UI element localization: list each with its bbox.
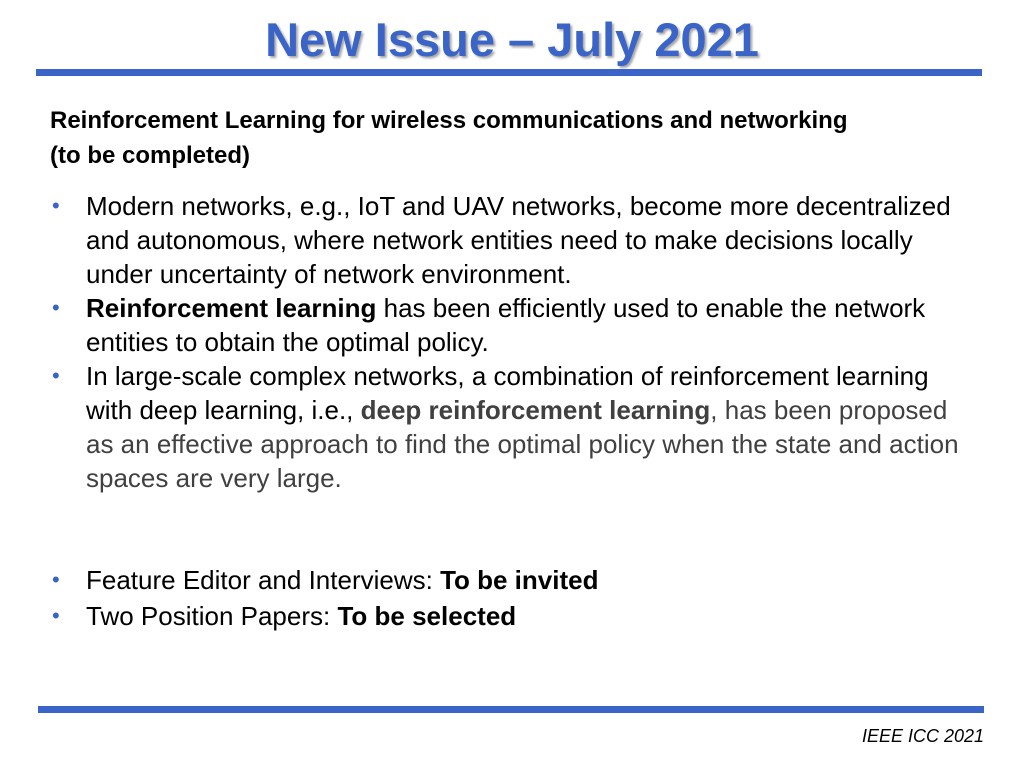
item-label: Two Position Papers: (86, 601, 338, 631)
bullet-dot-icon: • (52, 603, 60, 628)
bullet-text: In large-scale complex networks, a combination of reinforcement learning with deep learning, i.e., (86, 361, 929, 425)
bullet-text: has been efficiently used to enable the network entities to obtain the optimal policy. (86, 293, 926, 357)
section-heading-line-2: (to be completed) (50, 142, 251, 169)
footer-divider (38, 706, 984, 713)
status-bullet-list (50, 563, 980, 635)
bullet-item-position-papers (50, 599, 980, 633)
title-divider (36, 69, 982, 76)
bullet-bold-term: deep reinforcement learning (360, 395, 711, 425)
bullet-dot-icon: • (52, 567, 60, 592)
bullet-text: Modern networks, e.g., IoT and UAV networks, become more decentralized and autonomous, where network entities need to make decisions locally under uncertainty of network environment. (86, 191, 951, 289)
bullet-text-continued: , has been proposed as an effective approach to find the optimal policy when the state and action spaces are very large. (86, 395, 959, 493)
topic-bullet-list (50, 189, 980, 495)
bullet-dot-icon: • (52, 295, 60, 320)
item-status: To be invited (440, 565, 599, 595)
bullet-item-reinforcement-learning (50, 291, 980, 359)
bullet-item-feature-editor (50, 563, 980, 597)
bullet-dot-icon: • (52, 363, 60, 388)
bullet-item-deep-reinforcement-learning (50, 359, 980, 495)
footer-text: IEEE ICC 2021 (861, 726, 984, 746)
slide-title: New Issue – July 2021 (265, 13, 759, 66)
section-heading-line-1: Reinforcement Learning for wireless communications and networking (50, 107, 848, 134)
section-heading (50, 103, 1010, 173)
item-status: To be selected (337, 601, 517, 631)
bullet-item-modern-networks (50, 189, 980, 291)
bullet-bold-term: Reinforcement learning (86, 293, 377, 323)
item-label: Feature Editor and Interviews: (86, 565, 441, 595)
bullet-dot-icon: • (52, 193, 60, 218)
